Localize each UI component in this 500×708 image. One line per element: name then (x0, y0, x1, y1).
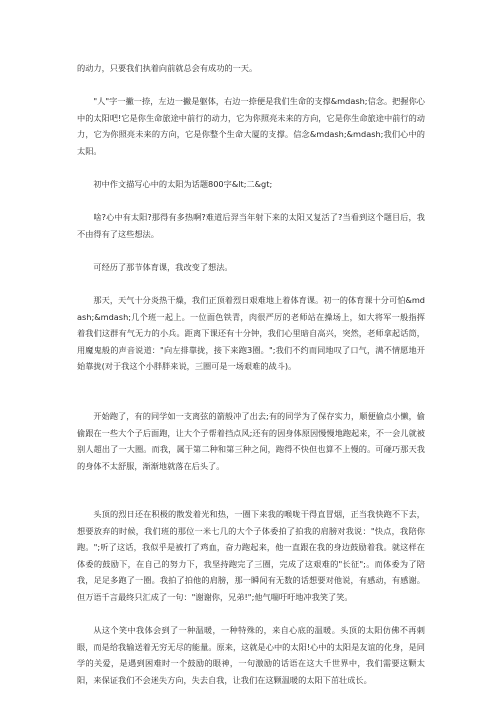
paragraph-5: 可经历了那节体育课，我改变了想法。 (93, 262, 233, 272)
paragraph-3: 初中作文描写心中的太阳为话题800字&lt;二&gt; (93, 179, 273, 189)
paragraph-7: 开始跑了，有的同学如一支离弦的箭般冲了出去;有的同学为了保存实力，顺便偷点小懒，偷偷跟在一些大个子后面跑，让大个子帮着挡点风;还有的因身体原因慢慢地跑起来，不一会儿就被别人超出了一大圈。而我，属于第二种和第三种之间，跑得不快但也算不上慢的。可碰巧那天我的身体不太舒服，渐渐地就落在后头了。 (77, 411, 425, 471)
paragraph-2: "人"字一撇一捺，左边一撇是躯体，右边一捺便是我们生命的支撑&mdash;信念。把握你心中的太阳吧!它是你生命旅途中前行的动力，它为你照亮未来的方向，它是你生命旅途中前行的动力，它为你照亮未来的方向，它是你整个生命大厦的支撑。信念&mdash;&mdash;我们心中的太阳。 (77, 96, 425, 156)
paragraph-1: 的动力，只要我们执着向前就总会有成功的一天。 (77, 63, 258, 73)
paragraph-9: 从这个笑中我体会到了一种温暖，一种特殊的，来自心底的温暖。头顶的太阳仿佛不再刺眼，而是给我输送着无穷无尽的能量。原来，这就是心中的太阳!心中的太阳是友谊的化身，是同学的关爱，是遇到困难时一个鼓励的眼神，一句激励的话语在这大千世界中，我们需要这颗太阳，来保证我们不会迷失方向，失去自我，让我们在这颗温暖的太阳下茁壮成长。 (77, 625, 425, 685)
paragraph-8: 头顶的烈日还在积极的散发着光和热，一圈下来我的喉咙干得直冒烟，正当我快跑不下去，想要放弃的时候，我们班的那位一米七几的大个子体委拍了拍我的肩膀对我说："快点，我陪你跑。";听了这话，我似乎是被打了鸡血，奋力跑起来，他一直跟在我的身边鼓励着我。就这样在体委的鼓励下，在自己的努力下，我坚持跑完了三圈，完成了这艰难的"长征";。而体委为了陪我，足足多跑了一圈。我拍了拍他的肩膀，那一瞬间有无数的话想要对他说，有感动，有感谢。但万语千言最终只汇成了一句："谢谢你，兄弟!";他气喘吁吁地冲我笑了笑。 (77, 509, 425, 602)
paragraph-6: 那天，天气十分炎热干燥，我们正顶着烈日艰难地上着体育课。初一的体育课十分可怕&mdash;&mdash;几个班一起上。一位面色铁青，肉很严厉的老师站在操场上，如大将军一般指挥着我们这群有气无力的小兵。距离下课还有十分钟，我们心里暗自高兴，突然，老师拿起话筒，用魔鬼般的声音说道："向左排靠拢，接下来跑3圈。";我们不约而同地叹了口气，满不情愿地开始靠拢(对于我这个小胖胖来说，三圈可是一场艰难的战斗)。 (77, 295, 425, 372)
paragraph-4: 啥?心中有太阳?那得有多热啊?难道后羿当年射下来的太阳又复活了?当看到这个题目后，我不由得有了这些想法。 (77, 212, 425, 239)
